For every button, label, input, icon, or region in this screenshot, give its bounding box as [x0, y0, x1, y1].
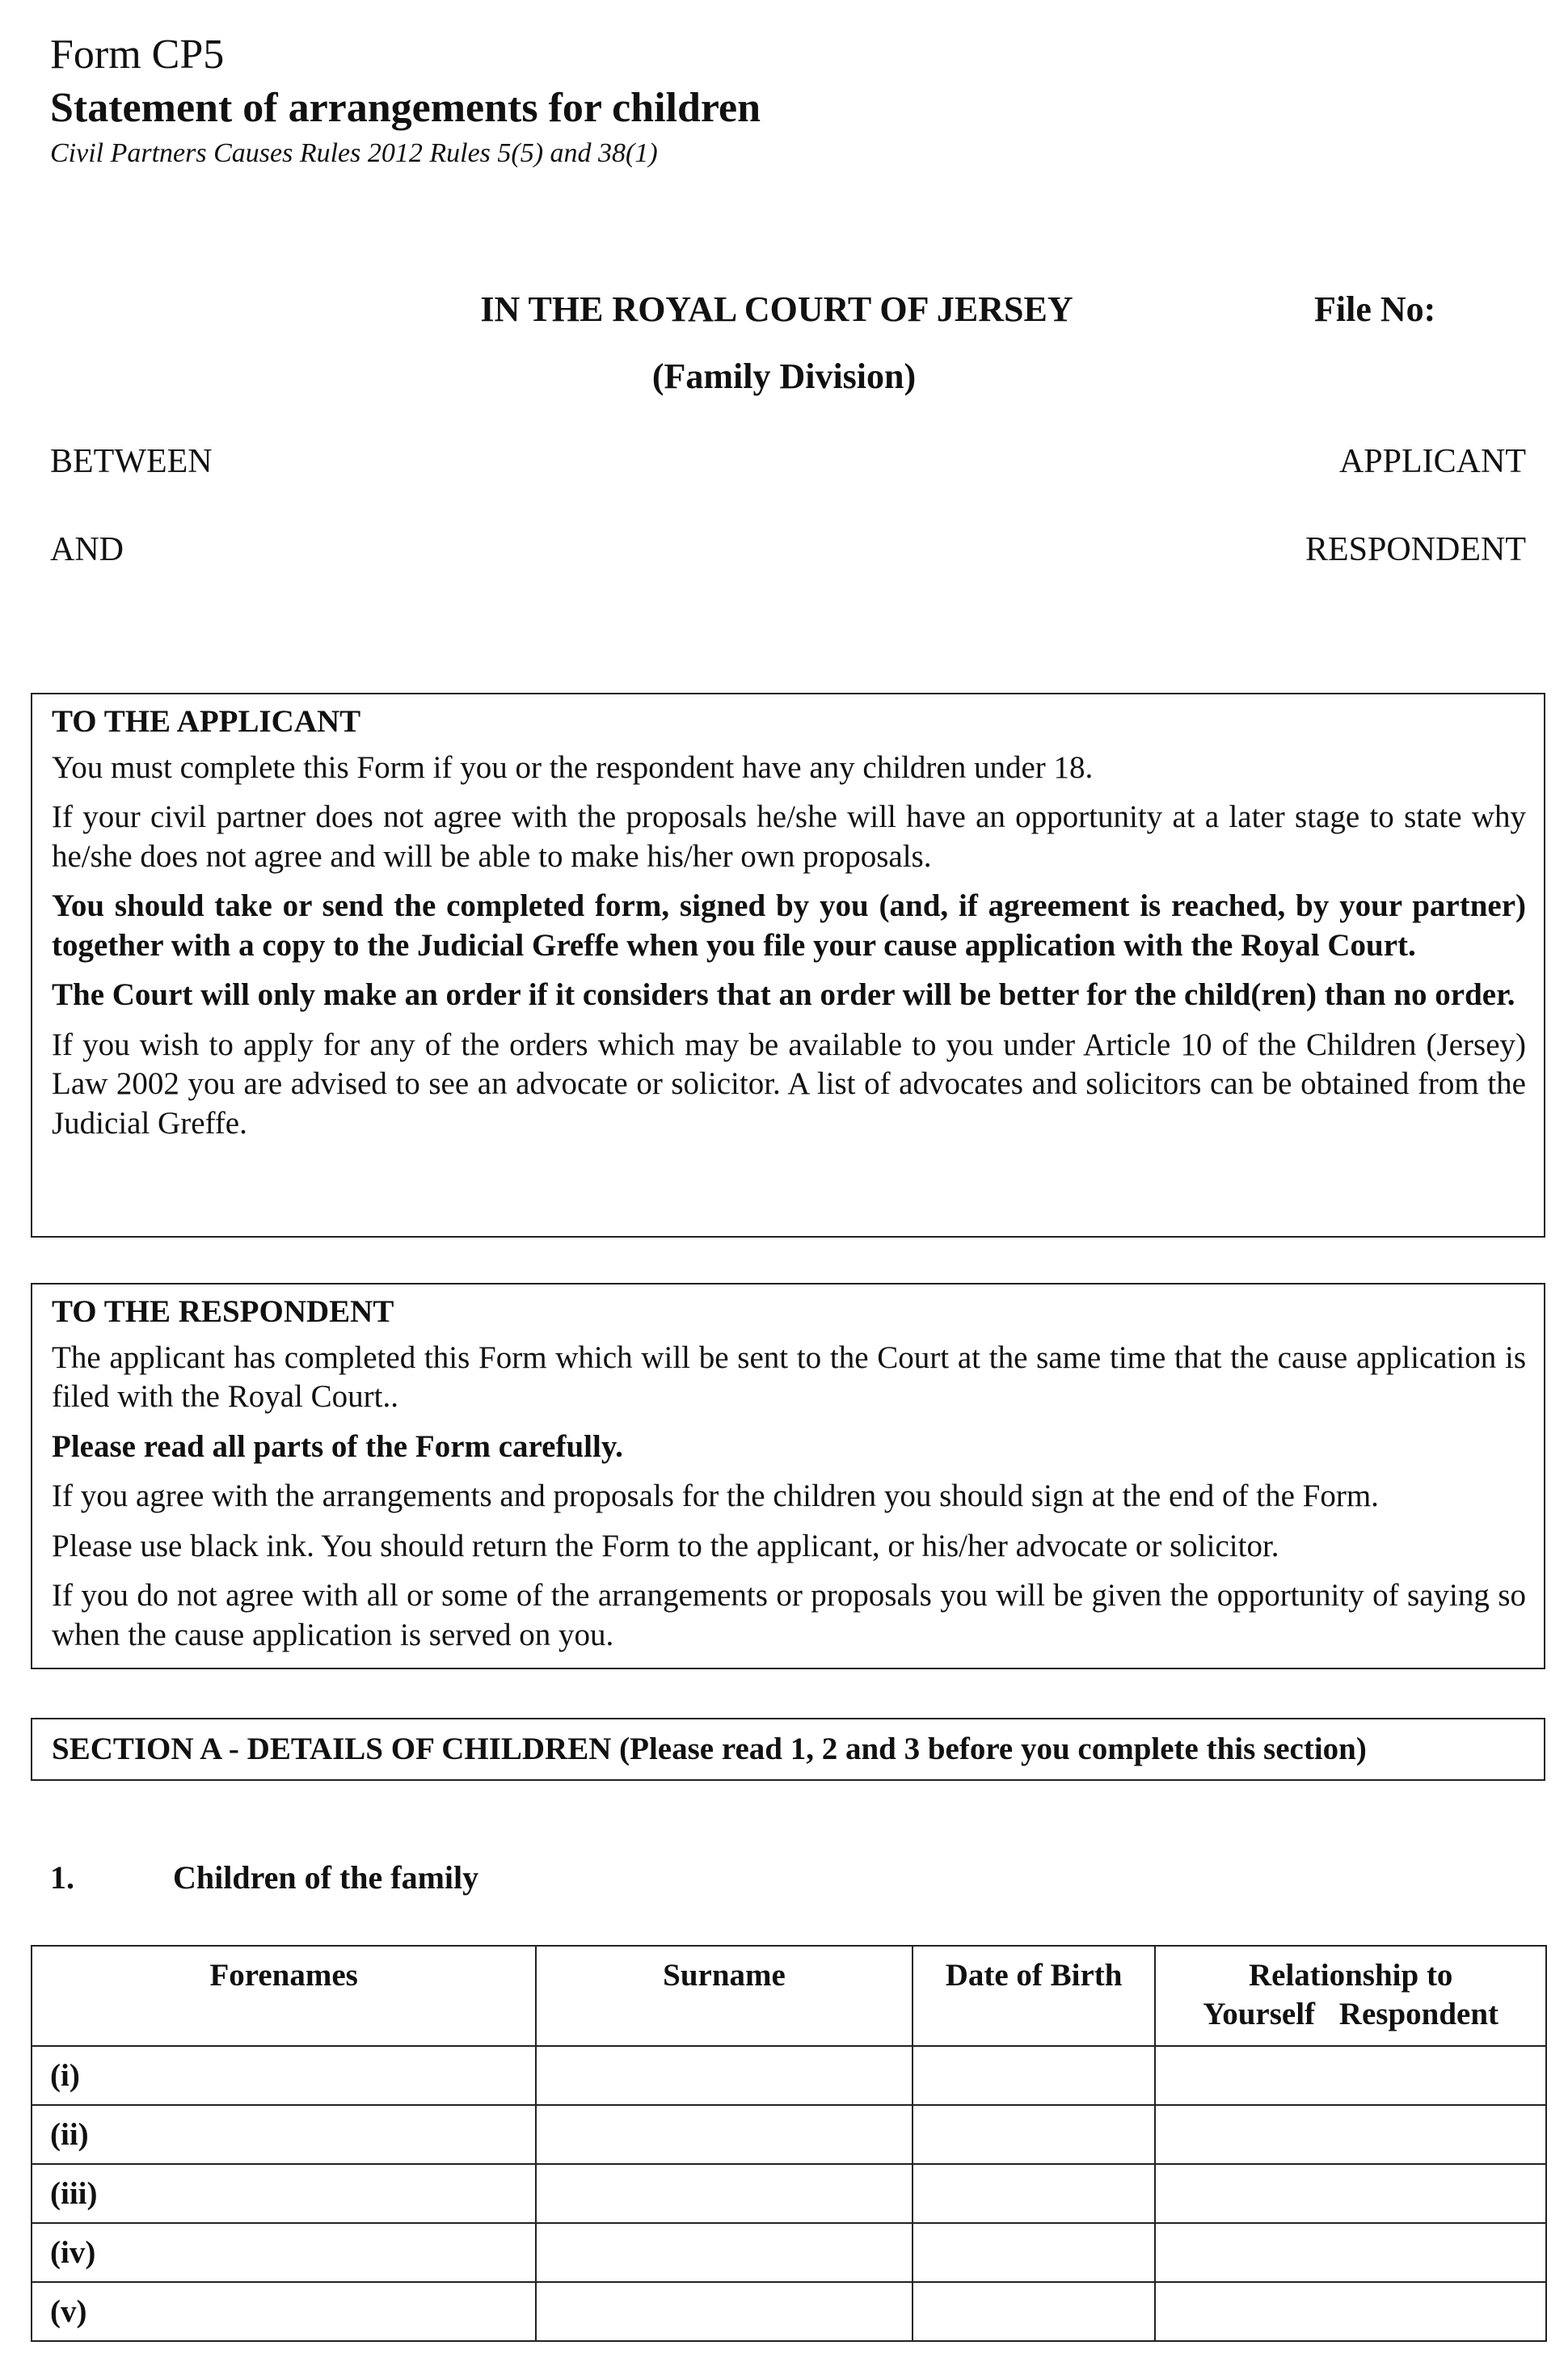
children-table [31, 1945, 1547, 2342]
relationship-subheaders [1156, 1995, 1545, 2034]
row-label: (v) [32, 2282, 536, 2341]
court-division: (Family Division) [651, 356, 917, 396]
file-no-label: File No: [1314, 289, 1436, 329]
form-title: Statement of arrangements for children [50, 85, 761, 131]
between-label: BETWEEN [50, 443, 213, 480]
surname-cell[interactable] [536, 2223, 912, 2282]
applicant-box-paragraph: The Court will only make an order if it considers that an order will be better for the child(ren) than no order. [52, 977, 1515, 1012]
applicant-box-paragraph: You should take or send the completed form, signed by you (and, if agreement is reached, by your partner) together with a copy to the Judicial Greffe when you file your cause application with the Royal Court. [52, 888, 1526, 963]
column-header-dob: Date of Birth [913, 1946, 1156, 2046]
applicant-label: APPLICANT [1338, 443, 1526, 480]
table-header-row [32, 1946, 1546, 2046]
relationship-cell[interactable] [1155, 2046, 1546, 2105]
respondent-instructions-box [31, 1283, 1545, 1669]
table-row [32, 2105, 1546, 2164]
relationship-yourself: Yourself [1203, 1997, 1316, 2031]
section-a-heading: SECTION A - DETAILS OF CHILDREN (Please read 1, 2 and 3 before you complete this section) [31, 1718, 1545, 1781]
table-row [32, 2223, 1546, 2282]
row-label: (iv) [32, 2223, 536, 2282]
relationship-respondent: Respondent [1338, 1997, 1499, 2031]
dob-cell[interactable] [913, 2164, 1156, 2223]
respondent-box-paragraph: If you do not agree with all or some of the arrangements or proposals you will be given the opportunity of saying so when the cause application is served on you. [52, 1578, 1526, 1652]
and-label: AND [50, 531, 124, 568]
applicant-box-heading: TO THE APPLICANT [52, 704, 361, 739]
surname-cell[interactable] [536, 2282, 912, 2341]
row-label: (ii) [32, 2105, 536, 2164]
relationship-cell[interactable] [1155, 2282, 1546, 2341]
relationship-label: Relationship to [1248, 1958, 1453, 1993]
table-row [32, 2164, 1546, 2223]
respondent-box-paragraph: Please use black ink. You should return the Form to the applicant, or his/her advocate or solicitor. [52, 1528, 1279, 1563]
table-row [32, 2282, 1546, 2341]
surname-cell[interactable] [536, 2164, 912, 2223]
applicant-box-paragraph: If your civil partner does not agree with the proposals he/she will have an opportunity at a later stage to state why he/she does not agree and will be able to make his/her own proposals. [52, 799, 1526, 874]
surname-cell[interactable] [536, 2046, 912, 2105]
column-header-forenames: Forenames [32, 1946, 536, 2046]
relationship-cell[interactable] [1155, 2164, 1546, 2223]
applicant-box-paragraph: You must complete this Form if you or the respondent have any children under 18. [52, 749, 1094, 785]
applicant-instructions-box [31, 693, 1545, 1238]
column-header-relationship [1155, 1946, 1546, 2046]
column-header-surname: Surname [536, 1946, 912, 2046]
respondent-box-paragraph: Please read all parts of the Form carefully. [52, 1428, 623, 1464]
surname-cell[interactable] [536, 2105, 912, 2164]
form-rules: Civil Partners Causes Rules 2012 Rules 5(5) and 38(1) [50, 138, 658, 168]
respondent-box-paragraph: If you agree with the arrangements and proposals for the children you should sign at the end of the Form. [52, 1479, 1379, 1513]
row-label: (i) [32, 2046, 536, 2105]
table-row [32, 2046, 1546, 2105]
dob-cell[interactable] [913, 2046, 1156, 2105]
respondent-box-paragraph: The applicant has completed this Form which will be sent to the Court at the same time that the cause application is filed with the Royal Court.. [52, 1339, 1526, 1414]
relationship-cell[interactable] [1155, 2223, 1546, 2282]
dob-cell[interactable] [913, 2282, 1156, 2341]
respondent-label: RESPONDENT [1305, 531, 1526, 568]
row-label: (iii) [32, 2164, 536, 2223]
applicant-box-paragraph: If you wish to apply for any of the orders which may be available to you under Article 10 of the Children (Jersey) Law 2002 you are advised to see an advocate or solicitor. A list of advocates and solicitors can be obtained from the Judicial Greffe. [52, 1027, 1526, 1141]
dob-cell[interactable] [913, 2105, 1156, 2164]
question-number: 1. [50, 1859, 74, 1896]
dob-cell[interactable] [913, 2223, 1156, 2282]
question-label: Children of the family [173, 1859, 479, 1896]
form-code: Form CP5 [50, 32, 225, 78]
court-name-text: IN THE ROYAL COURT OF JERSEY [480, 289, 1073, 329]
respondent-box-heading: TO THE RESPONDENT [52, 1294, 394, 1329]
relationship-cell[interactable] [1155, 2105, 1546, 2164]
